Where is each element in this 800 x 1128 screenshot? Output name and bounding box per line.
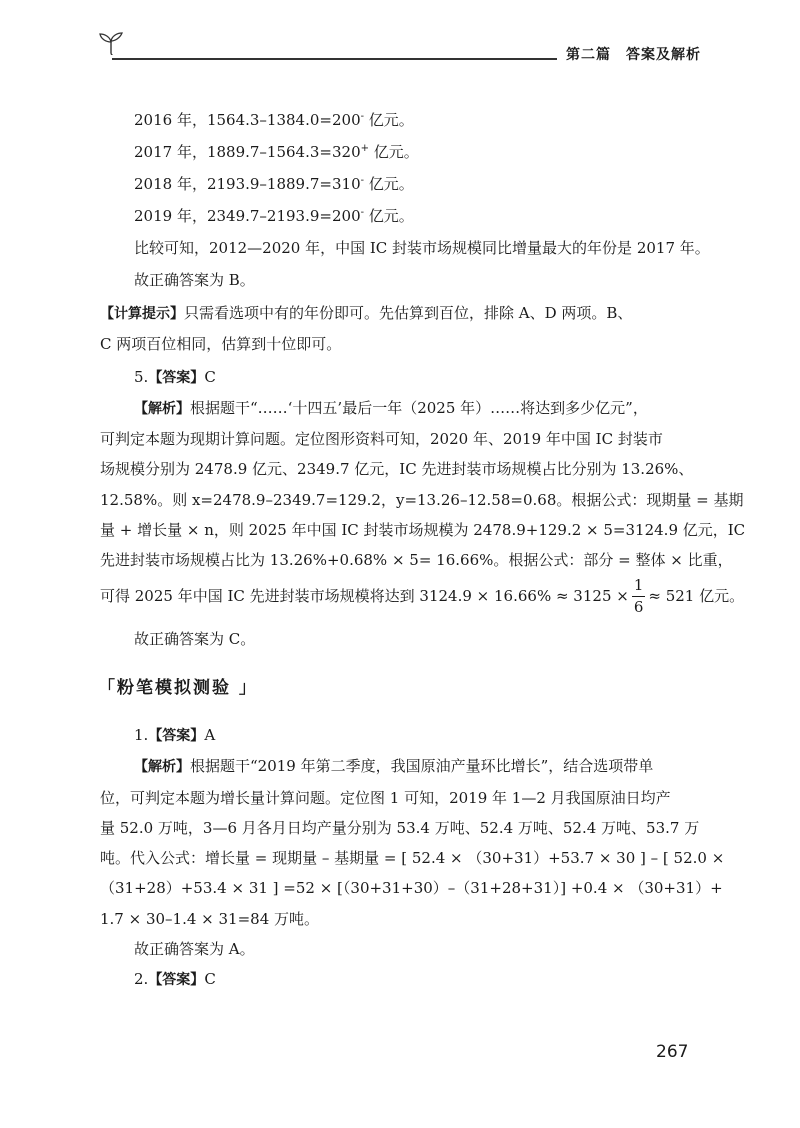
q5-analysis-last-line: 可得 2025 年中国 IC 先进封装市场规模将达到 3124.9 × 16.66% ≈ 3125 × $\frac{1}{6}$ ≈ 521 亿元。	[100, 576, 745, 617]
q1-analysis-line: 吨。代入公式：增长量 = 现期量 – 基期量 = [ 52.4 × （30+31）+53.7 × 30 ] – [ 52.0 ×	[100, 849, 725, 868]
section-heading: 「粉笔模拟测验 」	[98, 678, 258, 698]
q1-conclusion: 故正确答案为 A。	[134, 940, 255, 959]
q5-analysis-line: 12.58%。则 x=2478.9–2349.7=129.2，y=13.26–12.58=0.68。根据公式：现期量 = 基期	[100, 490, 744, 509]
q5-analysis-line: 场规模分别为 2478.9 亿元、2349.7 亿元，IC 先进封装市场规模占比分别为 13.26%、	[100, 460, 694, 479]
calc-tip-line2: C 两项百位相同，估算到十位即可。	[100, 335, 342, 354]
q1-analysis-line: 1.7 × 30–1.4 × 31=84 万吨。	[100, 909, 320, 928]
answer-b-line: 故正确答案为 B。	[134, 271, 255, 289]
header-title: 第二篇 答案及解析	[566, 47, 701, 63]
q5-conclusion: 故正确答案为 C。	[134, 629, 256, 648]
q5-analysis-line: 量 + 增长量 × n，则 2025 年中国 IC 封装市场规模为 2478.9+129.2 × 5=3124.9 亿元，IC	[100, 521, 746, 540]
page-header	[0, 0, 800, 80]
page-number: 267	[656, 1042, 689, 1062]
q1-analysis-line: 【解析】根据题干“2019 年第二季度，我国原油产量环比增长”，结合选项带单	[134, 757, 654, 776]
q1-answer: 1.【答案】A	[134, 726, 216, 744]
q5-analysis-line: 【解析】根据题干“……‘十四五’最后一年（2025 年）……将达到多少亿元”，	[134, 398, 648, 417]
q1-analysis-line: 量 52.0 万吨，3—6 月各月日均产量分别为 53.4 万吨、52.4 万吨、52.4 万吨、53.7 万	[100, 818, 700, 837]
q1-analysis-tag: 【解析】	[134, 759, 190, 776]
calc-line-2016: 2016 年，1564.3–1384.0=200- 亿元。	[134, 111, 414, 129]
q1-analysis-line: （31+28）+53.4 × 31 ] =52 × [（30+31+30）–（31+28+31）] +0.4 × （30+31）+	[100, 879, 723, 898]
q5-answer: 5.【答案】C	[134, 367, 216, 386]
fraction-one-sixth: $\frac{1}{6}$	[633, 576, 644, 617]
q5-analysis-line: 可判定本题为现期计算问题。定位图形资料可知，2020 年、2019 年中国 IC 封装市	[100, 430, 663, 449]
header-rule	[112, 58, 557, 60]
q5-analysis-tag: 【解析】	[134, 400, 190, 417]
page-body	[100, 104, 746, 654]
calc-tip: 【计算提示】只需看选项中有的年份即可。先估算到百位，排除 A、D 两项。B、	[100, 304, 633, 322]
calc-line-2019: 2019 年，2349.7–2193.9=200- 亿元。	[134, 207, 414, 225]
q2-answer: 2.【答案】C	[134, 970, 216, 989]
section-body	[100, 720, 725, 996]
compare-line: 比较可知，2012—2020 年，中国 IC 封装市场规模同比增量最大的年份是 2017 年。	[134, 239, 710, 257]
calc-line-2017: 2017 年，1889.7–1564.3=320+ 亿元。	[134, 143, 419, 161]
calc-tip-tag: 【计算提示】	[100, 306, 184, 322]
q1-analysis-line: 位，可判定本题为增长量计算问题。定位图 1 可知，2019 年 1—2 月我国原油日均产	[100, 788, 671, 807]
calc-line-2018: 2018 年，2193.9–1889.7=310- 亿元。	[134, 175, 414, 193]
q5-analysis-line: 先进封装市场规模占比为 13.26%+0.68% × 5= 16.66%。根据公式：部分 = 整体 × 比重，	[100, 551, 733, 570]
sprout-icon	[96, 31, 126, 55]
